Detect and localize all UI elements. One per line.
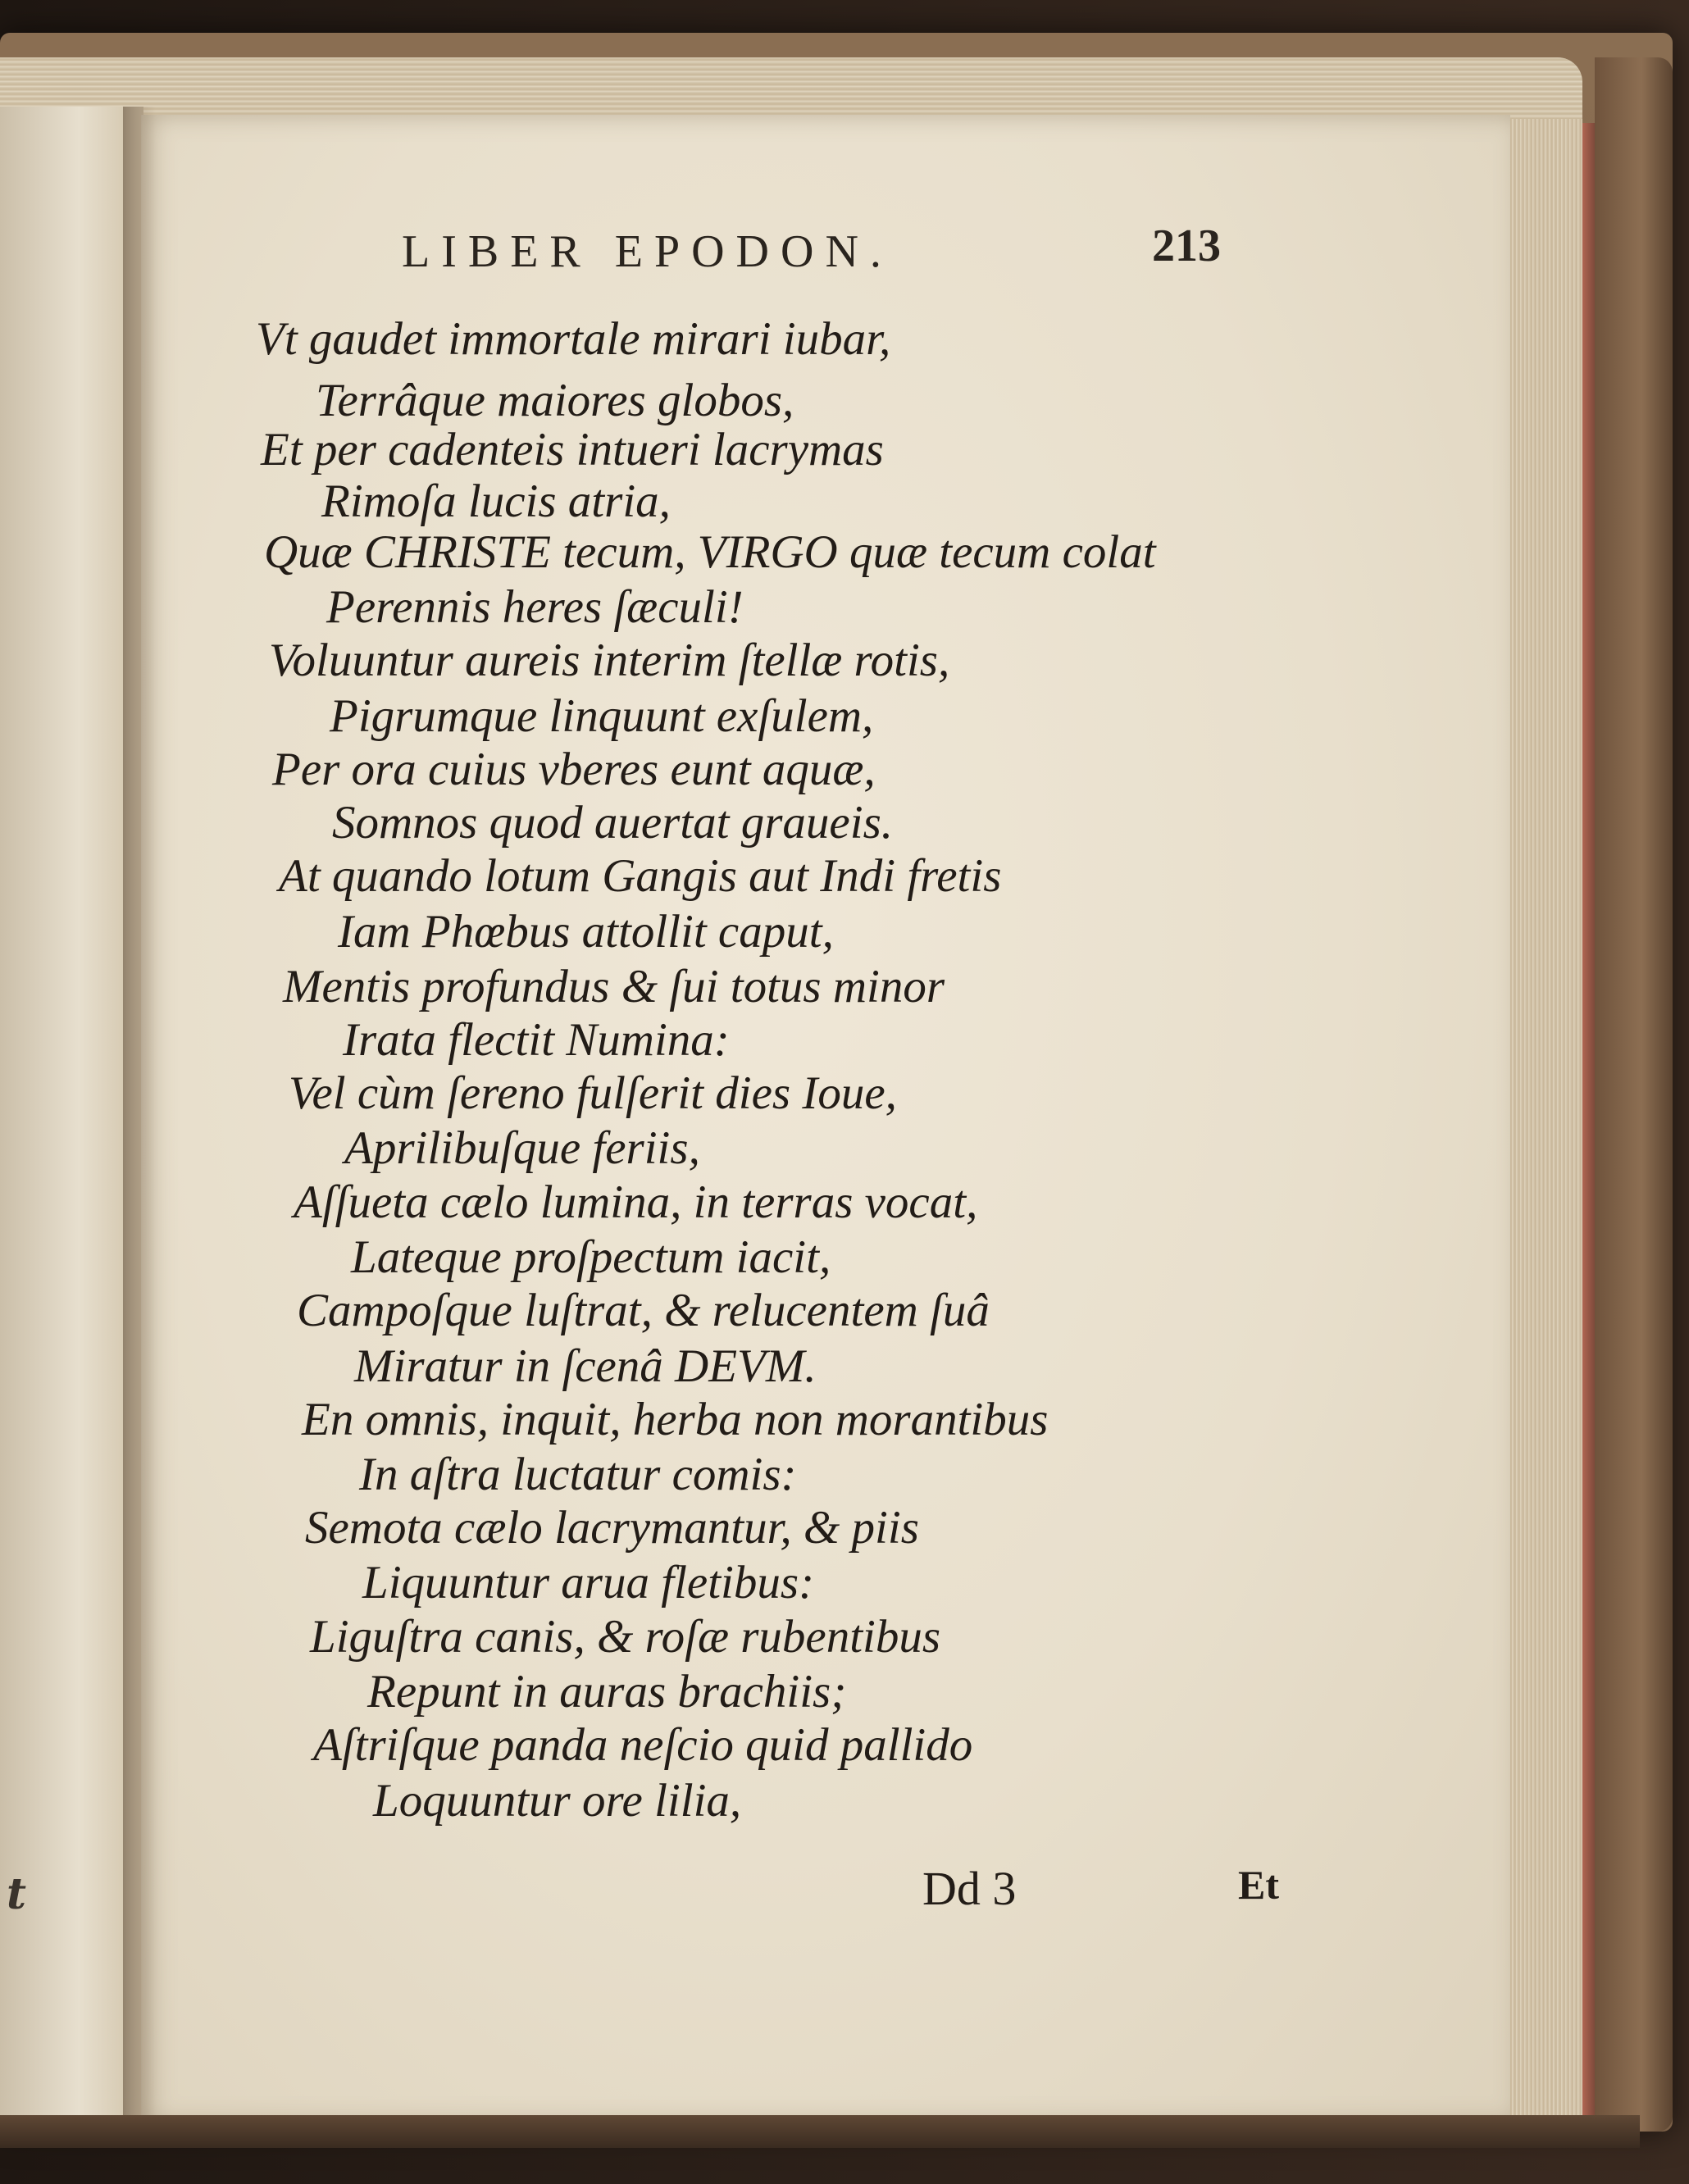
verse-line: Et per cadenteis intueri lacrymas: [261, 424, 884, 475]
verse-line: Quæ CHRISTE tecum, VIRGO quæ tecum colat: [264, 526, 1156, 578]
verse-line: Iam Phœbus attollit caput,: [338, 906, 834, 958]
verse-line: En omnis, inquit, herba non morantibus: [302, 1394, 1049, 1445]
left-page-fragment: t: [7, 1869, 27, 1919]
verse-line: Liquuntur arua fletibus:: [362, 1557, 815, 1608]
verse-line: Mentis profundus & ſui totus minor: [283, 961, 945, 1012]
verse-line: Perennis heres ſæculi!: [326, 581, 744, 633]
verse-line: Liguſtra canis, & roſæ rubentibus: [310, 1611, 941, 1663]
verse-line: Terrâque maiores globos,: [316, 375, 794, 426]
verse-line: Voluuntur aureis interim ſtellæ rotis,: [269, 635, 950, 686]
verse-line: Vel cùm ſereno fulſerit dies Ioue,: [289, 1067, 897, 1119]
verse-line: Lateque proſpectum iacit,: [351, 1231, 831, 1283]
verse-line: Aprilibuſque feriis,: [344, 1122, 700, 1174]
verse-line: Pigrumque linquunt exſulem,: [330, 690, 874, 742]
running-head: LIBER EPODON.: [402, 226, 893, 277]
verse-line: In aſtra luctatur comis:: [359, 1449, 797, 1500]
verse-line: Miratur in ſcenâ DEVM.: [354, 1340, 817, 1392]
verse-line: Irata flectit Numina:: [343, 1014, 730, 1066]
verse-line: Campoſque luſtrat, & relucentem ſuâ: [297, 1285, 990, 1336]
verse-line: At quando lotum Gangis aut Indi fretis: [279, 850, 1002, 902]
verse-line: Repunt in auras brachiis;: [367, 1666, 847, 1718]
verse-line: Rimoſa lucis atria,: [321, 475, 671, 527]
verse-line: Vt gaudet immortale mirari iubar,: [256, 313, 891, 365]
verse-line: Somnos quod auertat graueis.: [332, 797, 893, 849]
verse-line: Semota cælo lacrymantur, & piis: [305, 1502, 919, 1554]
verse-line: Aſtriſque panda neſcio quid pallido: [313, 1719, 973, 1771]
catchword: Et: [1238, 1862, 1279, 1908]
page-number: 213: [1152, 221, 1221, 271]
verse-line: Aſſueta cælo lumina, in terras vocat,: [294, 1176, 978, 1228]
verse-line: Per ora cuius vberes eunt aquæ,: [272, 744, 876, 795]
signature-mark: Dd 3: [922, 1862, 1017, 1915]
verse-line: Loquuntur ore lilia,: [373, 1775, 742, 1827]
